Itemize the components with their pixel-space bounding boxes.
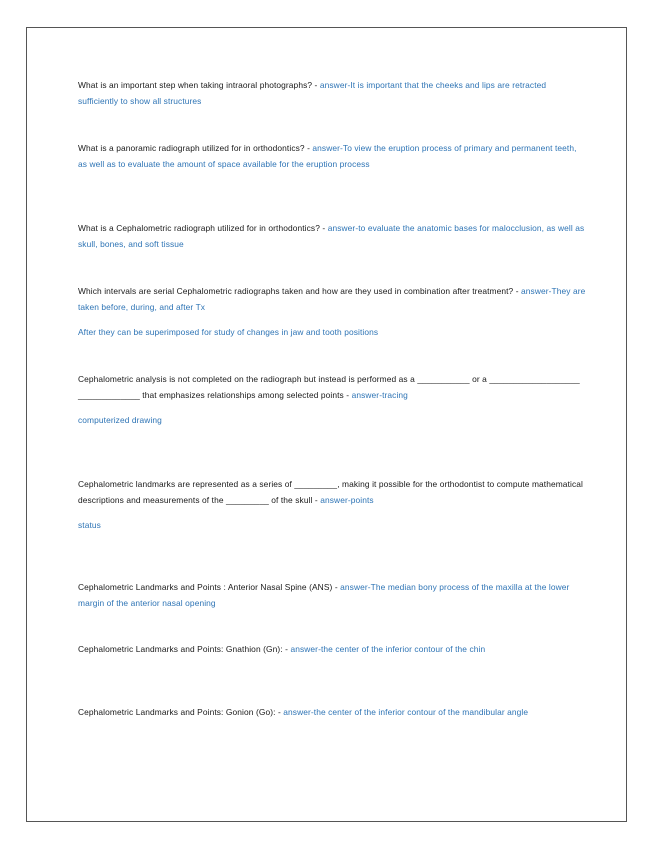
question-text: What is an important step when taking intraoral photographs? - bbox=[78, 80, 318, 90]
answer-text: answer-They are taken before, during, and after Tx bbox=[78, 286, 586, 312]
question-text: Cephalometric Landmarks and Points: Gonion (Go): - bbox=[78, 707, 281, 717]
answer-text: answer-tracing bbox=[351, 389, 408, 400]
answer-text: answer-It is important that the cheeks and lips are retracted sufficiently to show all structures bbox=[78, 80, 547, 106]
answer-text: answer-the center of the inferior contour of the mandibular angle bbox=[283, 707, 529, 717]
answer-extra-text: After they can be superimposed for study of changes in jaw and tooth positions bbox=[78, 327, 379, 337]
question-text: Cephalometric Landmarks and Points: Gnathion (Gn): - bbox=[78, 644, 289, 654]
answer-text: answer-points bbox=[320, 494, 374, 505]
qa-item bbox=[78, 705, 588, 721]
question-text: What is a panoramic radiograph utilized for in orthodontics? - bbox=[78, 143, 310, 153]
question-text: Cephalometric Landmarks and Points : Anterior Nasal Spine (ANS) - bbox=[78, 582, 338, 592]
answer-text: answer-the center of the inferior contour of the chin bbox=[290, 644, 486, 654]
qa-item bbox=[78, 78, 588, 109]
qa-item bbox=[78, 284, 588, 341]
answer-text: answer-to evaluate the anatomic bases for malocclusion, as well as skull, bones, and soft tissue bbox=[78, 223, 585, 249]
question-text: Which intervals are serial Cephalometric radiographs taken and how are they used in combination after treatment? - bbox=[78, 286, 519, 296]
qa-item bbox=[78, 372, 588, 429]
answer-extra-text: status bbox=[78, 520, 101, 530]
answer-extra-text: computerized drawing bbox=[78, 415, 162, 425]
qa-item bbox=[78, 642, 588, 658]
question-text: What is a Cephalometric radiograph utilized for in orthodontics? - bbox=[78, 223, 326, 233]
answer-text: answer-The median bony process of the maxilla at the lower margin of the anterior nasal opening bbox=[78, 582, 570, 608]
qa-item bbox=[78, 141, 588, 172]
question-text: Cephalometric analysis is not completed on the radiograph but instead is performed as a ___________ or a ___________________ _____________ that emphasizes relationships among selected points - bbox=[78, 374, 580, 400]
document-page bbox=[26, 27, 627, 822]
qa-item bbox=[78, 221, 588, 252]
qa-item bbox=[78, 580, 588, 611]
answer-text: answer-To view the eruption process of primary and permanent teeth, as well as to evaluate the amount of space available for the eruption process bbox=[78, 143, 577, 169]
question-text: Cephalometric landmarks are represented as a series of _________, making it possible for the orthodontist to compute mathematical descriptions and measurements of the _________ of the skull - bbox=[78, 479, 583, 505]
qa-item bbox=[78, 477, 588, 534]
